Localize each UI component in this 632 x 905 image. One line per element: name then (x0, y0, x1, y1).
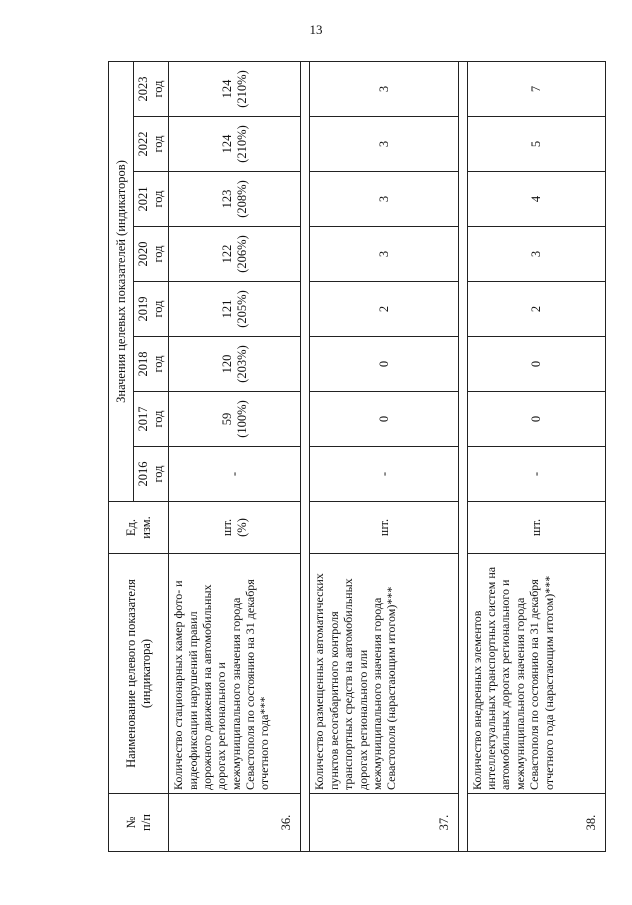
value-cell: 123 (208%) (169, 172, 301, 227)
value-cell: 3 (310, 172, 458, 227)
table-row (310, 62, 458, 852)
value-cell: 5 (467, 117, 605, 172)
value-cell: 0 (467, 392, 605, 447)
header-num: № п/п (109, 794, 169, 852)
table-container (108, 62, 606, 852)
indicators-table (108, 61, 606, 852)
value-cell: 3 (467, 227, 605, 282)
header-year: 2021 год (134, 172, 169, 227)
header-name: Наименование целевого показателя (индикатора) (109, 554, 169, 794)
value-cell: 121 (205%) (169, 282, 301, 337)
value-cell: - (310, 447, 458, 502)
indicator-name: Количество внедренных элементов интеллектуальных транспортных систем на автомобильных дорогах регионального и межмуниципального значения города Севастополя по состоянию на 31 декабря отчетного года (нарастающим итогом)*** (467, 554, 605, 794)
row-separator (458, 62, 467, 852)
header-year: 2017 год (134, 392, 169, 447)
unit-cell: шт. (310, 502, 458, 554)
value-cell: 120 (203%) (169, 337, 301, 392)
indicator-name: Количество стационарных камер фото- и видеофиксации нарушений правил дорожного движения на автомобильных дорогах регионального и межмуниципального значения города Севастополя по состоянию на 31 декабря отчетного года*** (169, 554, 301, 794)
page-number: 13 (309, 22, 323, 37)
header-values-title: Значения целевых показателей (индикаторов) (109, 62, 134, 502)
row-separator (301, 62, 310, 852)
value-cell: 124 (210%) (169, 117, 301, 172)
value-cell: 124 (210%) (169, 62, 301, 117)
value-cell: 3 (310, 62, 458, 117)
value-cell: - (169, 447, 301, 502)
value-cell: 7 (467, 62, 605, 117)
table-row (467, 62, 605, 852)
value-cell: - (467, 447, 605, 502)
header-year: 2019 год (134, 282, 169, 337)
header-unit: Ед. изм. (109, 502, 169, 554)
value-cell: 122 (206%) (169, 227, 301, 282)
value-cell: 3 (310, 227, 458, 282)
header-year: 2016 год (134, 447, 169, 502)
unit-cell: шт. (%) (169, 502, 301, 554)
header-year: 2020 год (134, 227, 169, 282)
value-cell: 3 (310, 117, 458, 172)
header-year: 2023 год (134, 62, 169, 117)
value-cell: 2 (310, 282, 458, 337)
header-year: 2022 год (134, 117, 169, 172)
row-number: 37. (310, 794, 458, 852)
value-cell: 2 (467, 282, 605, 337)
indicator-name: Количество размещенных автоматических пунктов весогабаритного контроля транспортных средств на автомобильных дорогах регионального или межмуниципального значения города Севастополя (нарастающим итогом)*** (310, 554, 458, 794)
table-row (169, 62, 301, 852)
unit-cell: шт. (467, 502, 605, 554)
value-cell: 4 (467, 172, 605, 227)
value-cell: 0 (310, 337, 458, 392)
row-number: 36. (169, 794, 301, 852)
value-cell: 0 (467, 337, 605, 392)
header-year: 2018 год (134, 337, 169, 392)
value-cell: 0 (310, 392, 458, 447)
value-cell: 59 (100%) (169, 392, 301, 447)
row-number: 38. (467, 794, 605, 852)
